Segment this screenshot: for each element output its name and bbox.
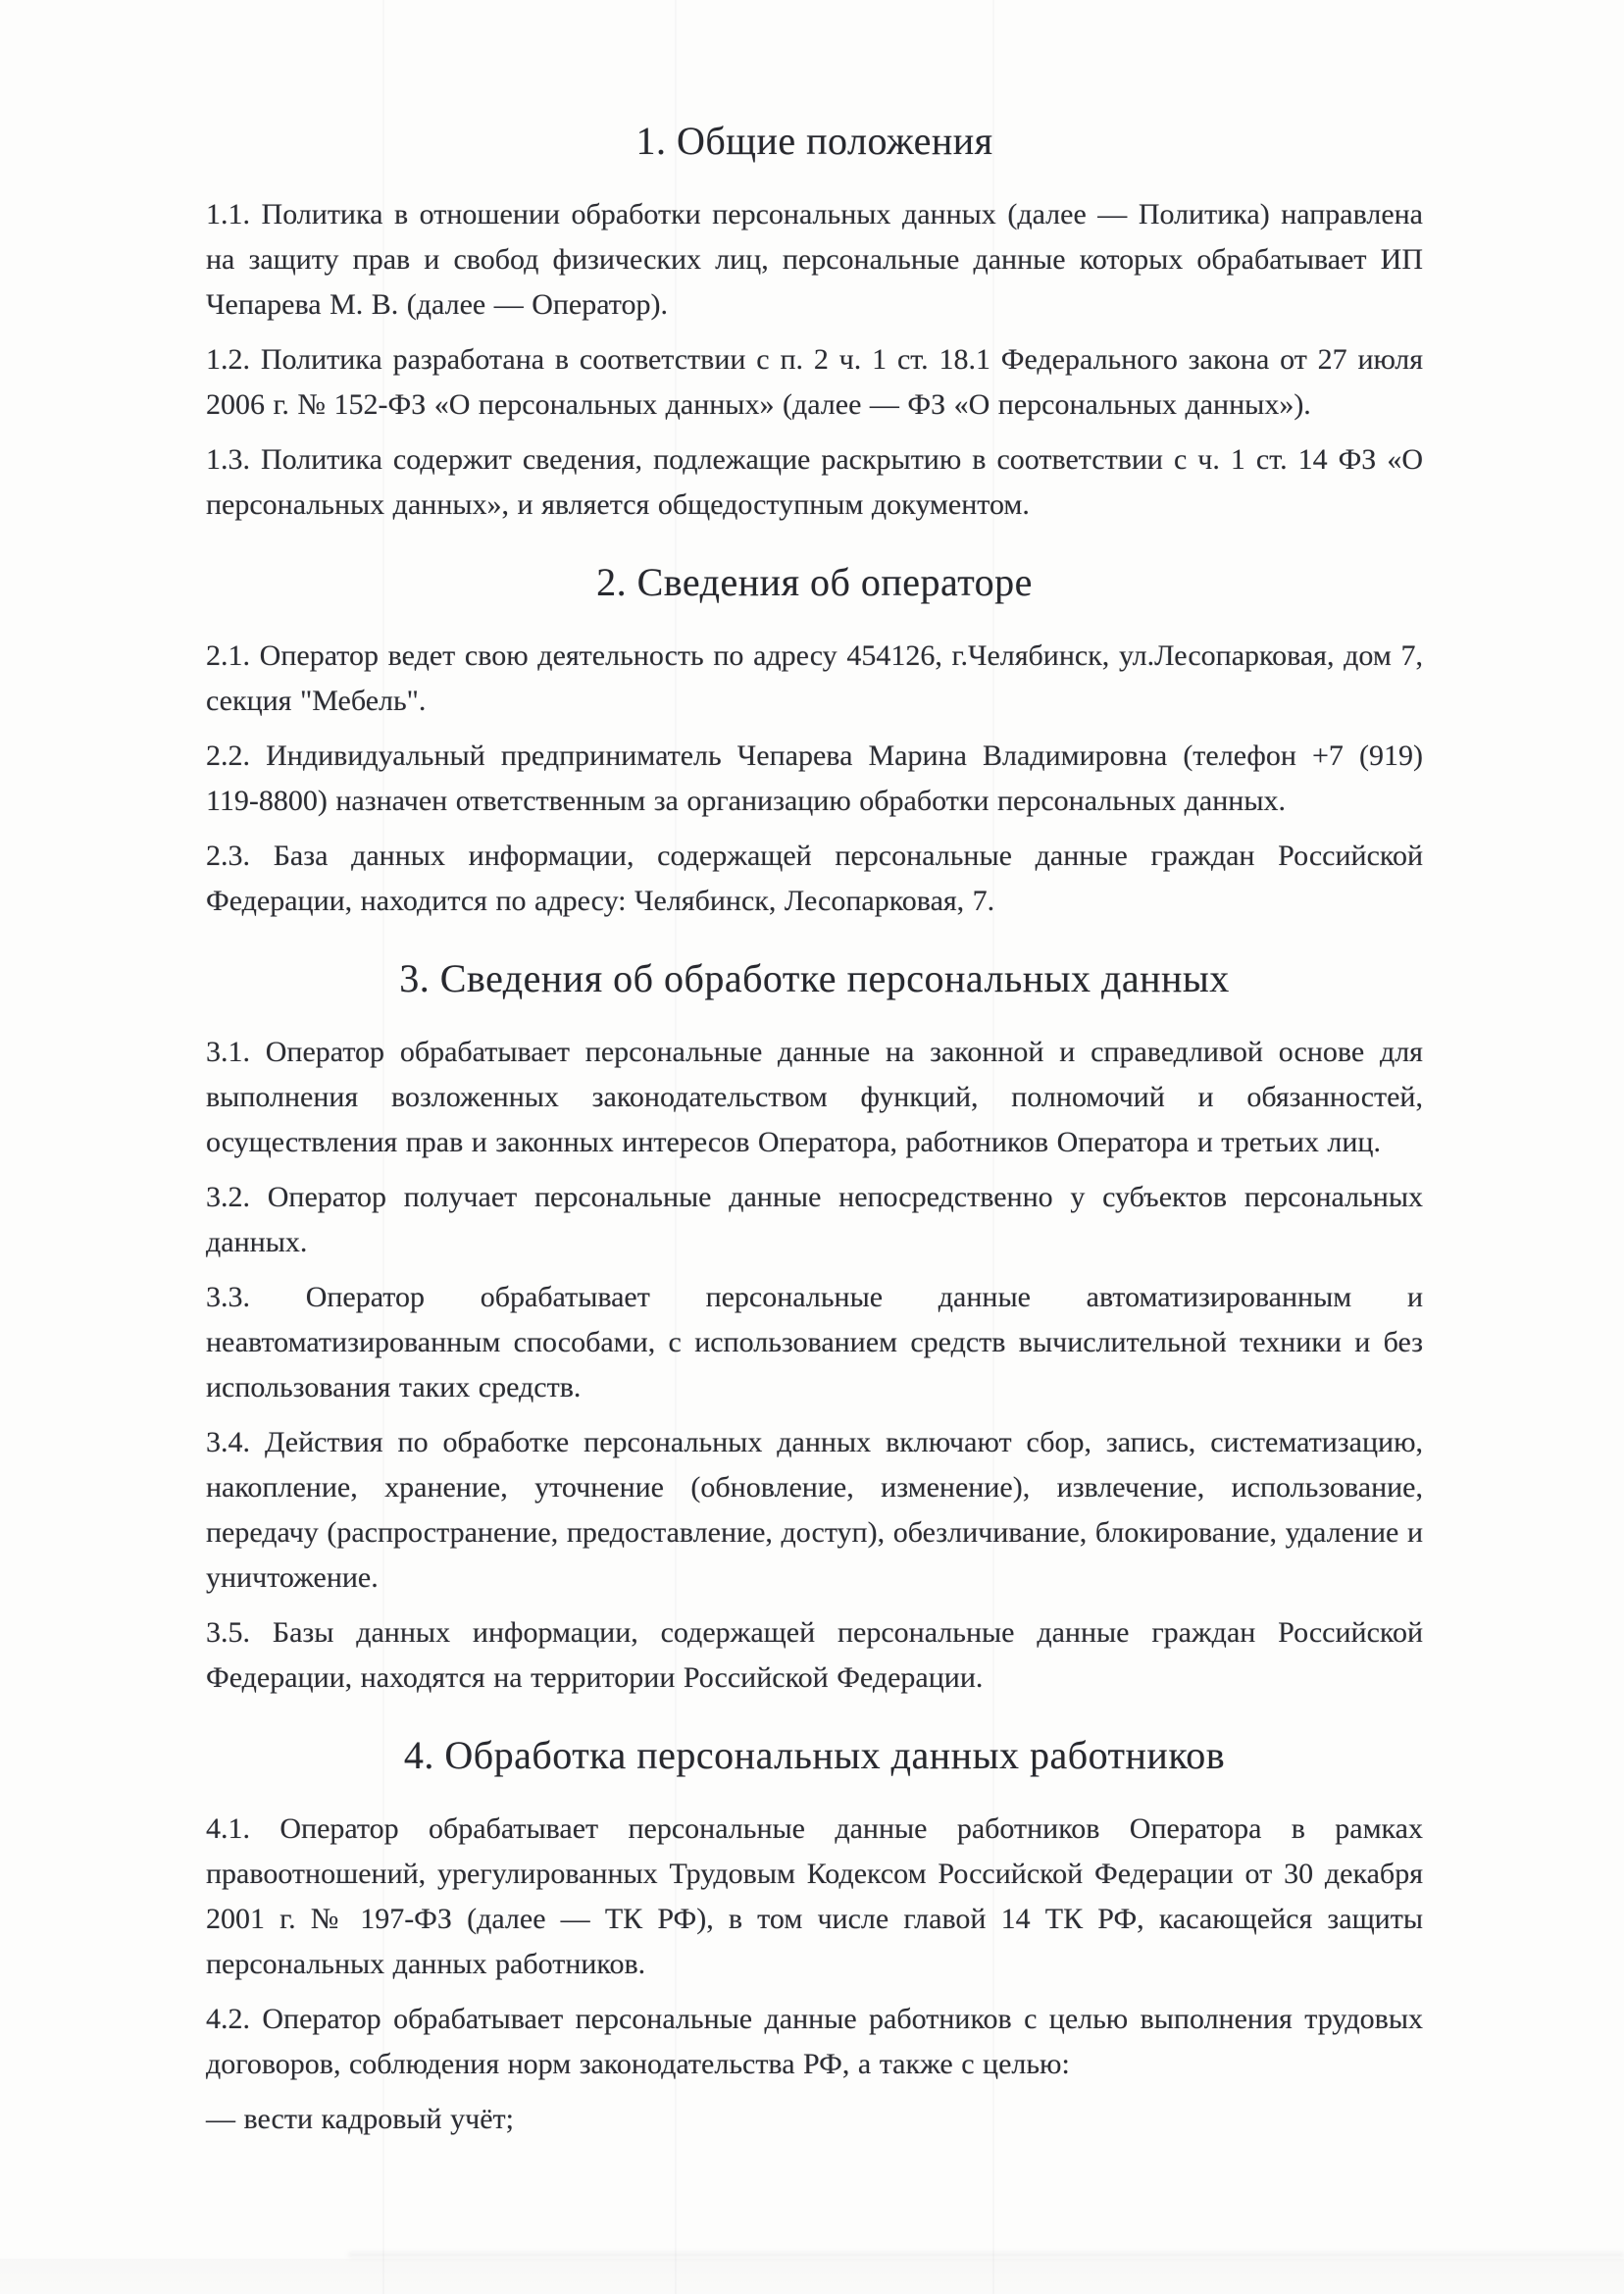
paragraph: 1.2. Политика разработана в соответствии с п. 2 ч. 1 ст. 18.1 Федерального закона от 27 июля 2006 г. № 152-ФЗ «О персональных данных» (далее — ФЗ «О персональных данных»). [206, 343, 1423, 421]
paragraph: 2.2. Индивидуальный предприниматель Чепарева Марина Владимировна (телефон +7 (919) 119-8800) назначен ответственным за организацию обработки персональных данных. [206, 739, 1423, 817]
section-processing-info [206, 955, 1423, 1701]
paragraph: 2.3. База данных информации, содержащей персональные данные граждан Российской Федерации, находится по адресу: Челябинск, Лесопарковая, 7. [206, 840, 1423, 917]
scan-bottom-shadow-edge [348, 2252, 1624, 2258]
section-heading: 3. Сведения об обработке персональных данных [399, 956, 1230, 1000]
paragraph: 3.1. Оператор обрабатывает персональные данные на законной и справедливой основе для выполнения возложенных законодательством функций, полномочий и обязанностей, осуществления прав и законных интересов Оператора, работников Оператора и третьих лиц. [206, 1036, 1423, 1158]
paragraph: 4.2. Оператор обрабатывает персональные данные работников с целью выполнения трудовых договоров, соблюдения норм законодательства РФ, а также с целью: [206, 2003, 1423, 2080]
paragraph: 2.1. Оператор ведет свою деятельность по адресу 454126, г.Челябинск, ул.Лесопарковая, дом 7, секция "Мебель". [206, 639, 1423, 717]
list-item: — вести кадровый учёт; [206, 2103, 514, 2135]
section-heading: 1. Общие положения [635, 119, 993, 163]
paragraph: 3.4. Действия по обработке персональных данных включают сбор, запись, систематизацию, накопление, хранение, уточнение (обновление, изменение), извлечение, использование, передачу (распространение, предоставление, доступ), обезличивание, блокирование, удаление и уничтожение. [206, 1426, 1423, 1594]
paragraph: 3.2. Оператор получает персональные данные непосредственно у субъектов персональных данных. [206, 1181, 1423, 1258]
paragraph: 1.1. Политика в отношении обработки персональных данных (далее — Политика) направлена на защиту прав и свобод физических лиц, персональные данные которых обрабатывает ИП Чепарева М. В. (далее — Оператор). [206, 198, 1423, 321]
section-employee-data [206, 1732, 1423, 2142]
section-heading: 2. Сведения об операторе [596, 560, 1033, 604]
scan-bottom-shade [0, 2259, 1624, 2294]
section-operator-info [206, 559, 1423, 924]
paragraph: 1.3. Политика содержит сведения, подлежащие раскрытию в соответствии с ч. 1 ст. 14 ФЗ «О персональных данных», и является общедоступным документом. [206, 443, 1423, 521]
section-general-provisions [206, 118, 1423, 528]
paragraph: 3.3. Оператор обрабатывает персональные данные автоматизированным и неавтоматизированным способами, с использованием средств вычислительной техники и без использования таких средств. [206, 1281, 1423, 1403]
paragraph: 4.1. Оператор обрабатывает персональные данные работников Оператора в рамках правоотношений, урегулированных Трудовым Кодексом Российской Федерации от 30 декабря 2001 г. № 197-ФЗ (далее — ТК РФ), в том числе главой 14 ТК РФ, касающейся защиты персональных данных работников. [206, 1812, 1423, 1980]
paragraph: 3.5. Базы данных информации, содержащей персональные данные граждан Российской Федерации, находятся на территории Российской Федерации. [206, 1616, 1423, 1694]
section-heading: 4. Обработка персональных данных работников [403, 1733, 1226, 1777]
